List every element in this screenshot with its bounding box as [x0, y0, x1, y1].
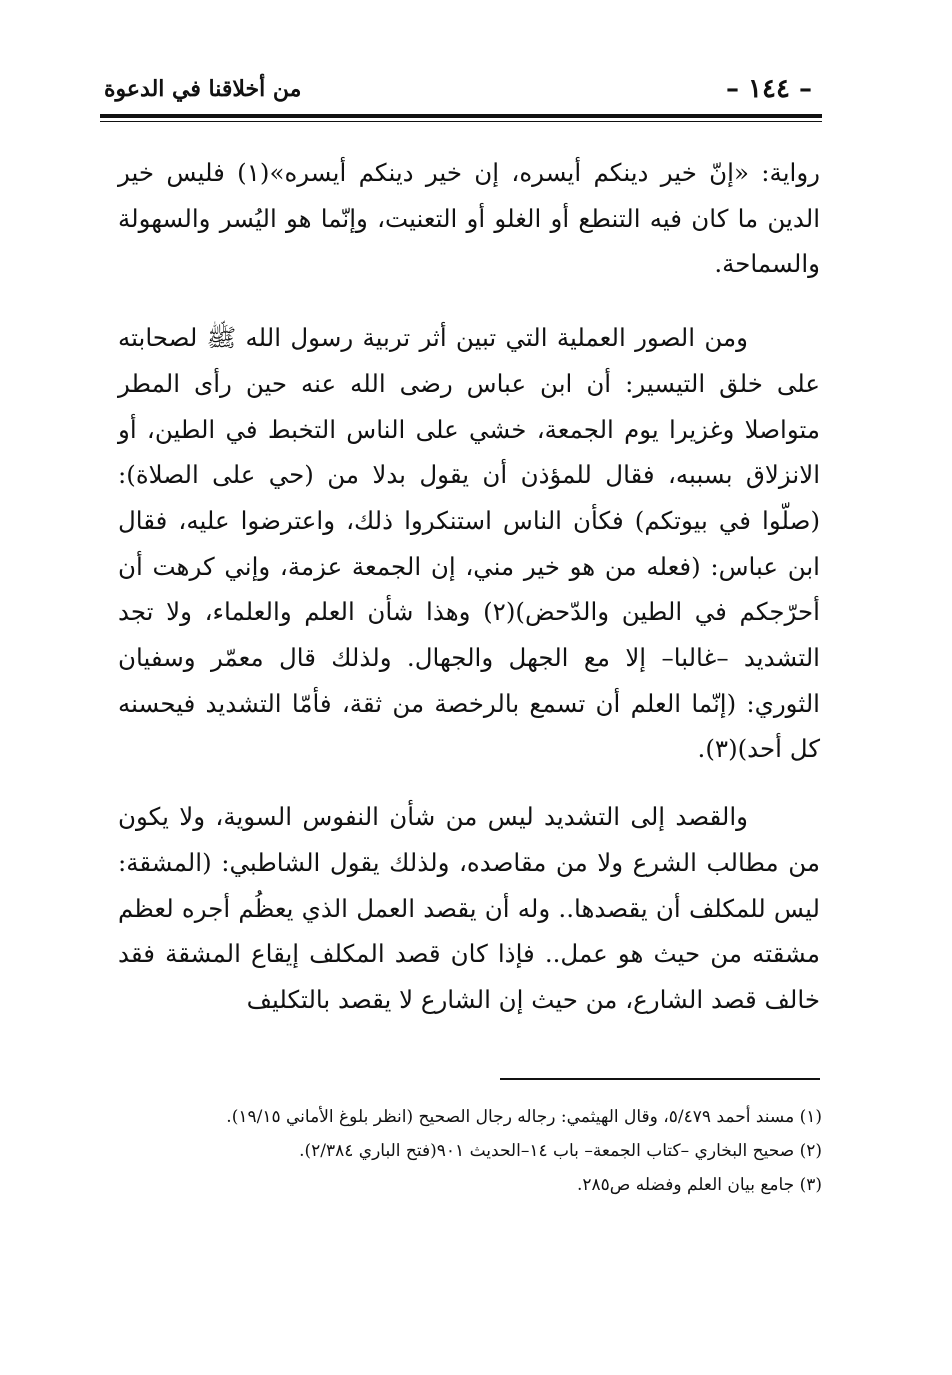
footnotes	[118, 1100, 822, 1202]
page-number: – ١٤٤ –	[725, 74, 812, 104]
paragraph: رواية: «إنّ خير دينكم أيسره، إن خير دينكم أيسره»(١) فليس خير الدين ما كان فيه التنطع أو الغلو أو التعنيت، وإنّما هو اليُسر والسهولة والسماحة.	[118, 158, 820, 279]
footnote-separator	[500, 1078, 820, 1080]
running-title: من أخلاقنا في الدعوة	[104, 76, 302, 102]
header-rule-thin	[100, 121, 822, 122]
paragraph: ومن الصور العملية التي تبين أثر تربية رسول الله ﷺ لصحابته على خلق التيسير: أن ابن عباس رضى الله عنه حين رأى المطر متواصلا وغزيرا يوم الجمعة، خشي على الناس التخبط في الطين، أو الانزلاق بسببه، فقال للمؤذن أن يقول بدلا من (حي على الصلاة): (صلّوا في بيوتكم) فكأن الناس استنكروا ذلك، واعترضوا عليه، فقال ابن عباس: (فعله من هو خير مني، إن الجمعة عزمة، وإني كرهت أن أحرّجكم في الطين والدّحض)(٢) وهذا شأن العلم والعلماء، ولا تجد التشديد –غالبا– إلا مع الجهل والجهال. ولذلك قال معمّر وسفيان الثوري: (إنّما العلم أن تسمع بالرخصة من ثقة، فأمّا التشديد فيحسنه كل أحد)(٣).	[118, 323, 820, 764]
footnote: (١) مسند أحمد ٥/٤٧٩، وقال الهيثمي: رجاله رجال الصحيح (انظر بلوغ الأماني ١٩/١٥).	[226, 1107, 822, 1127]
paragraph: والقصد إلى التشديد ليس من شأن النفوس السوية، ولا يكون من مطالب الشرع ولا من مقاصده، ولذلك يقول الشاطبي: (المشقة: ليس للمكلف أن يقصدها.. وله أن يقصد العمل الذي يعظُم أجره لعظم مشقته من حيث هو عمل.. فإذا كان قصد المكلف إيقاع المشقة فقد خالف قصد الشارع، من حيث إن الشارع لا يقصد بالتكليف	[118, 802, 820, 1014]
page-header	[100, 62, 822, 120]
header-rule-thick	[100, 114, 822, 118]
footnote: (٢) صحيح البخاري –كتاب الجمعة– باب ١٤–الحديث ٩٠١(فتح الباري ٢/٣٨٤).	[299, 1141, 822, 1161]
main-text	[118, 150, 820, 1023]
footnote: (٣) جامع بيان العلم وفضله ص٢٨٥.	[576, 1175, 822, 1195]
